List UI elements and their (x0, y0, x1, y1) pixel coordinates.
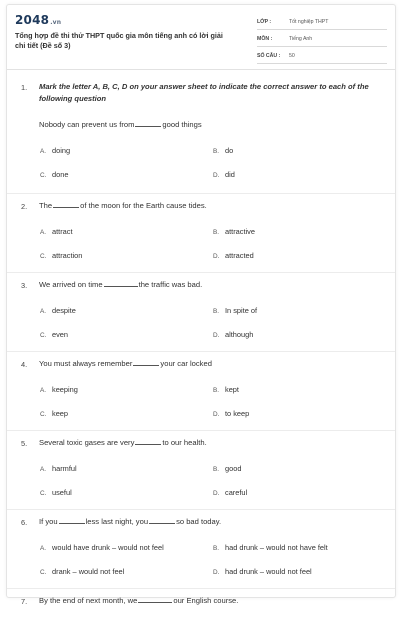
answer-blank (104, 279, 138, 287)
question-6 (7, 510, 395, 589)
option-c[interactable] (40, 567, 124, 576)
option-b[interactable] (213, 227, 255, 236)
option-letter: D. (213, 411, 220, 418)
option-text: would have drunk – would not feel (52, 543, 164, 552)
answer-blank (133, 358, 159, 366)
answer-blank (149, 516, 175, 524)
option-letter: D. (213, 569, 220, 576)
option-b[interactable] (213, 385, 239, 394)
option-text: had drunk – would not feel (225, 567, 312, 576)
logo-suffix: .vn (50, 19, 62, 26)
option-text: drank – would not feel (52, 567, 125, 576)
option-text: harmful (52, 464, 77, 473)
option-letter: A. (40, 148, 47, 155)
option-text: keep (52, 409, 69, 418)
option-letter: A. (40, 229, 47, 236)
document-header (15, 13, 387, 61)
option-letter: D. (213, 253, 220, 260)
option-letter: A. (40, 466, 47, 473)
option-c[interactable] (40, 251, 82, 260)
option-letter: A. (40, 387, 47, 394)
meta-value: Tiếng Anh (289, 36, 313, 42)
stem-before: Several toxic gases are very (39, 438, 135, 447)
option-letter: C. (40, 490, 47, 497)
option-letter: C. (40, 332, 47, 339)
option-text: despite (52, 306, 76, 315)
stem-after: to our health. (162, 438, 207, 447)
meta-row-class (257, 16, 387, 30)
option-text: In spite of (225, 306, 258, 315)
header-divider (7, 69, 395, 70)
option-c[interactable] (40, 330, 68, 339)
question-2 (7, 194, 395, 273)
option-c[interactable] (40, 409, 68, 418)
question-1 (7, 77, 395, 194)
question-number: 5. (21, 439, 28, 448)
meta-label: SỐ CÂU : (257, 53, 281, 59)
option-letter: B. (213, 545, 220, 552)
question-number: 4. (21, 360, 28, 369)
meta-row-count (257, 50, 387, 64)
question-number: 7. (21, 597, 28, 606)
question-stem (39, 516, 384, 528)
option-a[interactable] (40, 146, 70, 155)
option-letter: A. (40, 545, 47, 552)
option-text: keeping (52, 385, 78, 394)
answer-blank (135, 119, 161, 127)
question-5 (7, 431, 395, 510)
option-d[interactable] (213, 488, 247, 497)
option-text: kept (225, 385, 239, 394)
option-text: had drunk – would not have felt (225, 543, 328, 552)
option-b[interactable] (213, 146, 233, 155)
question-4 (7, 352, 395, 431)
option-text: do (225, 146, 234, 155)
answer-blank (59, 516, 85, 524)
option-text: done (52, 170, 69, 179)
option-text: attractive (225, 227, 255, 236)
stem-after: good things (162, 120, 202, 129)
stem-after: our English course. (173, 596, 239, 605)
option-text: good (225, 464, 242, 473)
question-list (7, 77, 395, 619)
stem-before: By the end of next month, we (39, 596, 138, 605)
answer-blank (135, 437, 161, 445)
stem-after: the traffic was bad. (138, 280, 203, 289)
meta-row-subject (257, 33, 387, 47)
option-letter: A. (40, 308, 47, 315)
exam-meta (257, 16, 387, 67)
option-d[interactable] (213, 170, 235, 179)
option-b[interactable] (213, 543, 328, 552)
option-a[interactable] (40, 227, 73, 236)
option-text: attraction (52, 251, 83, 260)
option-letter: D. (213, 332, 220, 339)
option-b[interactable] (213, 464, 241, 473)
meta-value: 50 (289, 53, 295, 59)
option-text: to keep (225, 409, 250, 418)
question-stem (39, 358, 384, 370)
option-text: even (52, 330, 69, 339)
option-text: did (225, 170, 235, 179)
exam-sheet (6, 4, 396, 606)
option-letter: C. (40, 172, 47, 179)
question-stem (39, 119, 384, 131)
option-c[interactable] (40, 170, 68, 179)
meta-value: Tốt nghiệp THPT (289, 19, 329, 25)
site-logo[interactable] (15, 13, 61, 27)
question-stem (39, 595, 384, 607)
question-number: 6. (21, 518, 28, 527)
option-letter: D. (213, 172, 220, 179)
meta-label: LỚP : (257, 19, 272, 25)
stem-before: Nobody can prevent us from (39, 120, 135, 129)
option-d[interactable] (213, 330, 253, 339)
option-text: although (225, 330, 254, 339)
stem-after: so bad today. (176, 517, 222, 526)
option-a[interactable] (40, 385, 78, 394)
stem-after: of the moon for the Earth cause tides. (80, 201, 207, 210)
logo-text: 2048 (15, 13, 50, 27)
question-stem (39, 200, 384, 212)
question-stem (39, 437, 384, 449)
stem-after: your car locked (160, 359, 212, 368)
document-title: Tổng hợp đề thi thử THPT quốc gia môn tiếng anh có lời giải chi tiết (Đề số 3) (15, 31, 223, 50)
option-text: doing (52, 146, 71, 155)
option-d[interactable] (213, 251, 254, 260)
answer-blank (138, 595, 172, 603)
option-letter: B. (213, 308, 220, 315)
option-text: attracted (225, 251, 254, 260)
option-letter: C. (40, 411, 47, 418)
option-letter: B. (213, 466, 220, 473)
option-text: careful (225, 488, 248, 497)
option-letter: B. (213, 229, 220, 236)
question-number: 3. (21, 281, 28, 290)
meta-label: MÔN : (257, 36, 273, 42)
stem-before: We arrived on time (39, 280, 103, 289)
stem-before: The (39, 201, 53, 210)
option-text: useful (52, 488, 72, 497)
question-3 (7, 273, 395, 352)
stem-middle: less last night, you (85, 517, 149, 526)
option-c[interactable] (40, 488, 72, 497)
question-instruction: Mark the letter A, B, C, D on your answer sheet to indicate the correct answer to each of the following question (39, 82, 369, 103)
option-text: attract (52, 227, 73, 236)
option-a[interactable] (40, 306, 76, 315)
option-a[interactable] (40, 543, 164, 552)
option-a[interactable] (40, 464, 77, 473)
option-letter: B. (213, 148, 220, 155)
question-stem (39, 279, 384, 291)
option-letter: D. (213, 490, 220, 497)
stem-before: You must always remember (39, 359, 133, 368)
option-letter: B. (213, 387, 220, 394)
option-letter: C. (40, 569, 47, 576)
answer-blank (53, 200, 79, 208)
option-letter: C. (40, 253, 47, 260)
option-b[interactable] (213, 306, 257, 315)
option-d[interactable] (213, 567, 312, 576)
option-d[interactable] (213, 409, 249, 418)
question-7 (7, 589, 395, 619)
stem-before: If you (39, 517, 58, 526)
question-number: 1. (21, 83, 28, 92)
question-number: 2. (21, 202, 28, 211)
